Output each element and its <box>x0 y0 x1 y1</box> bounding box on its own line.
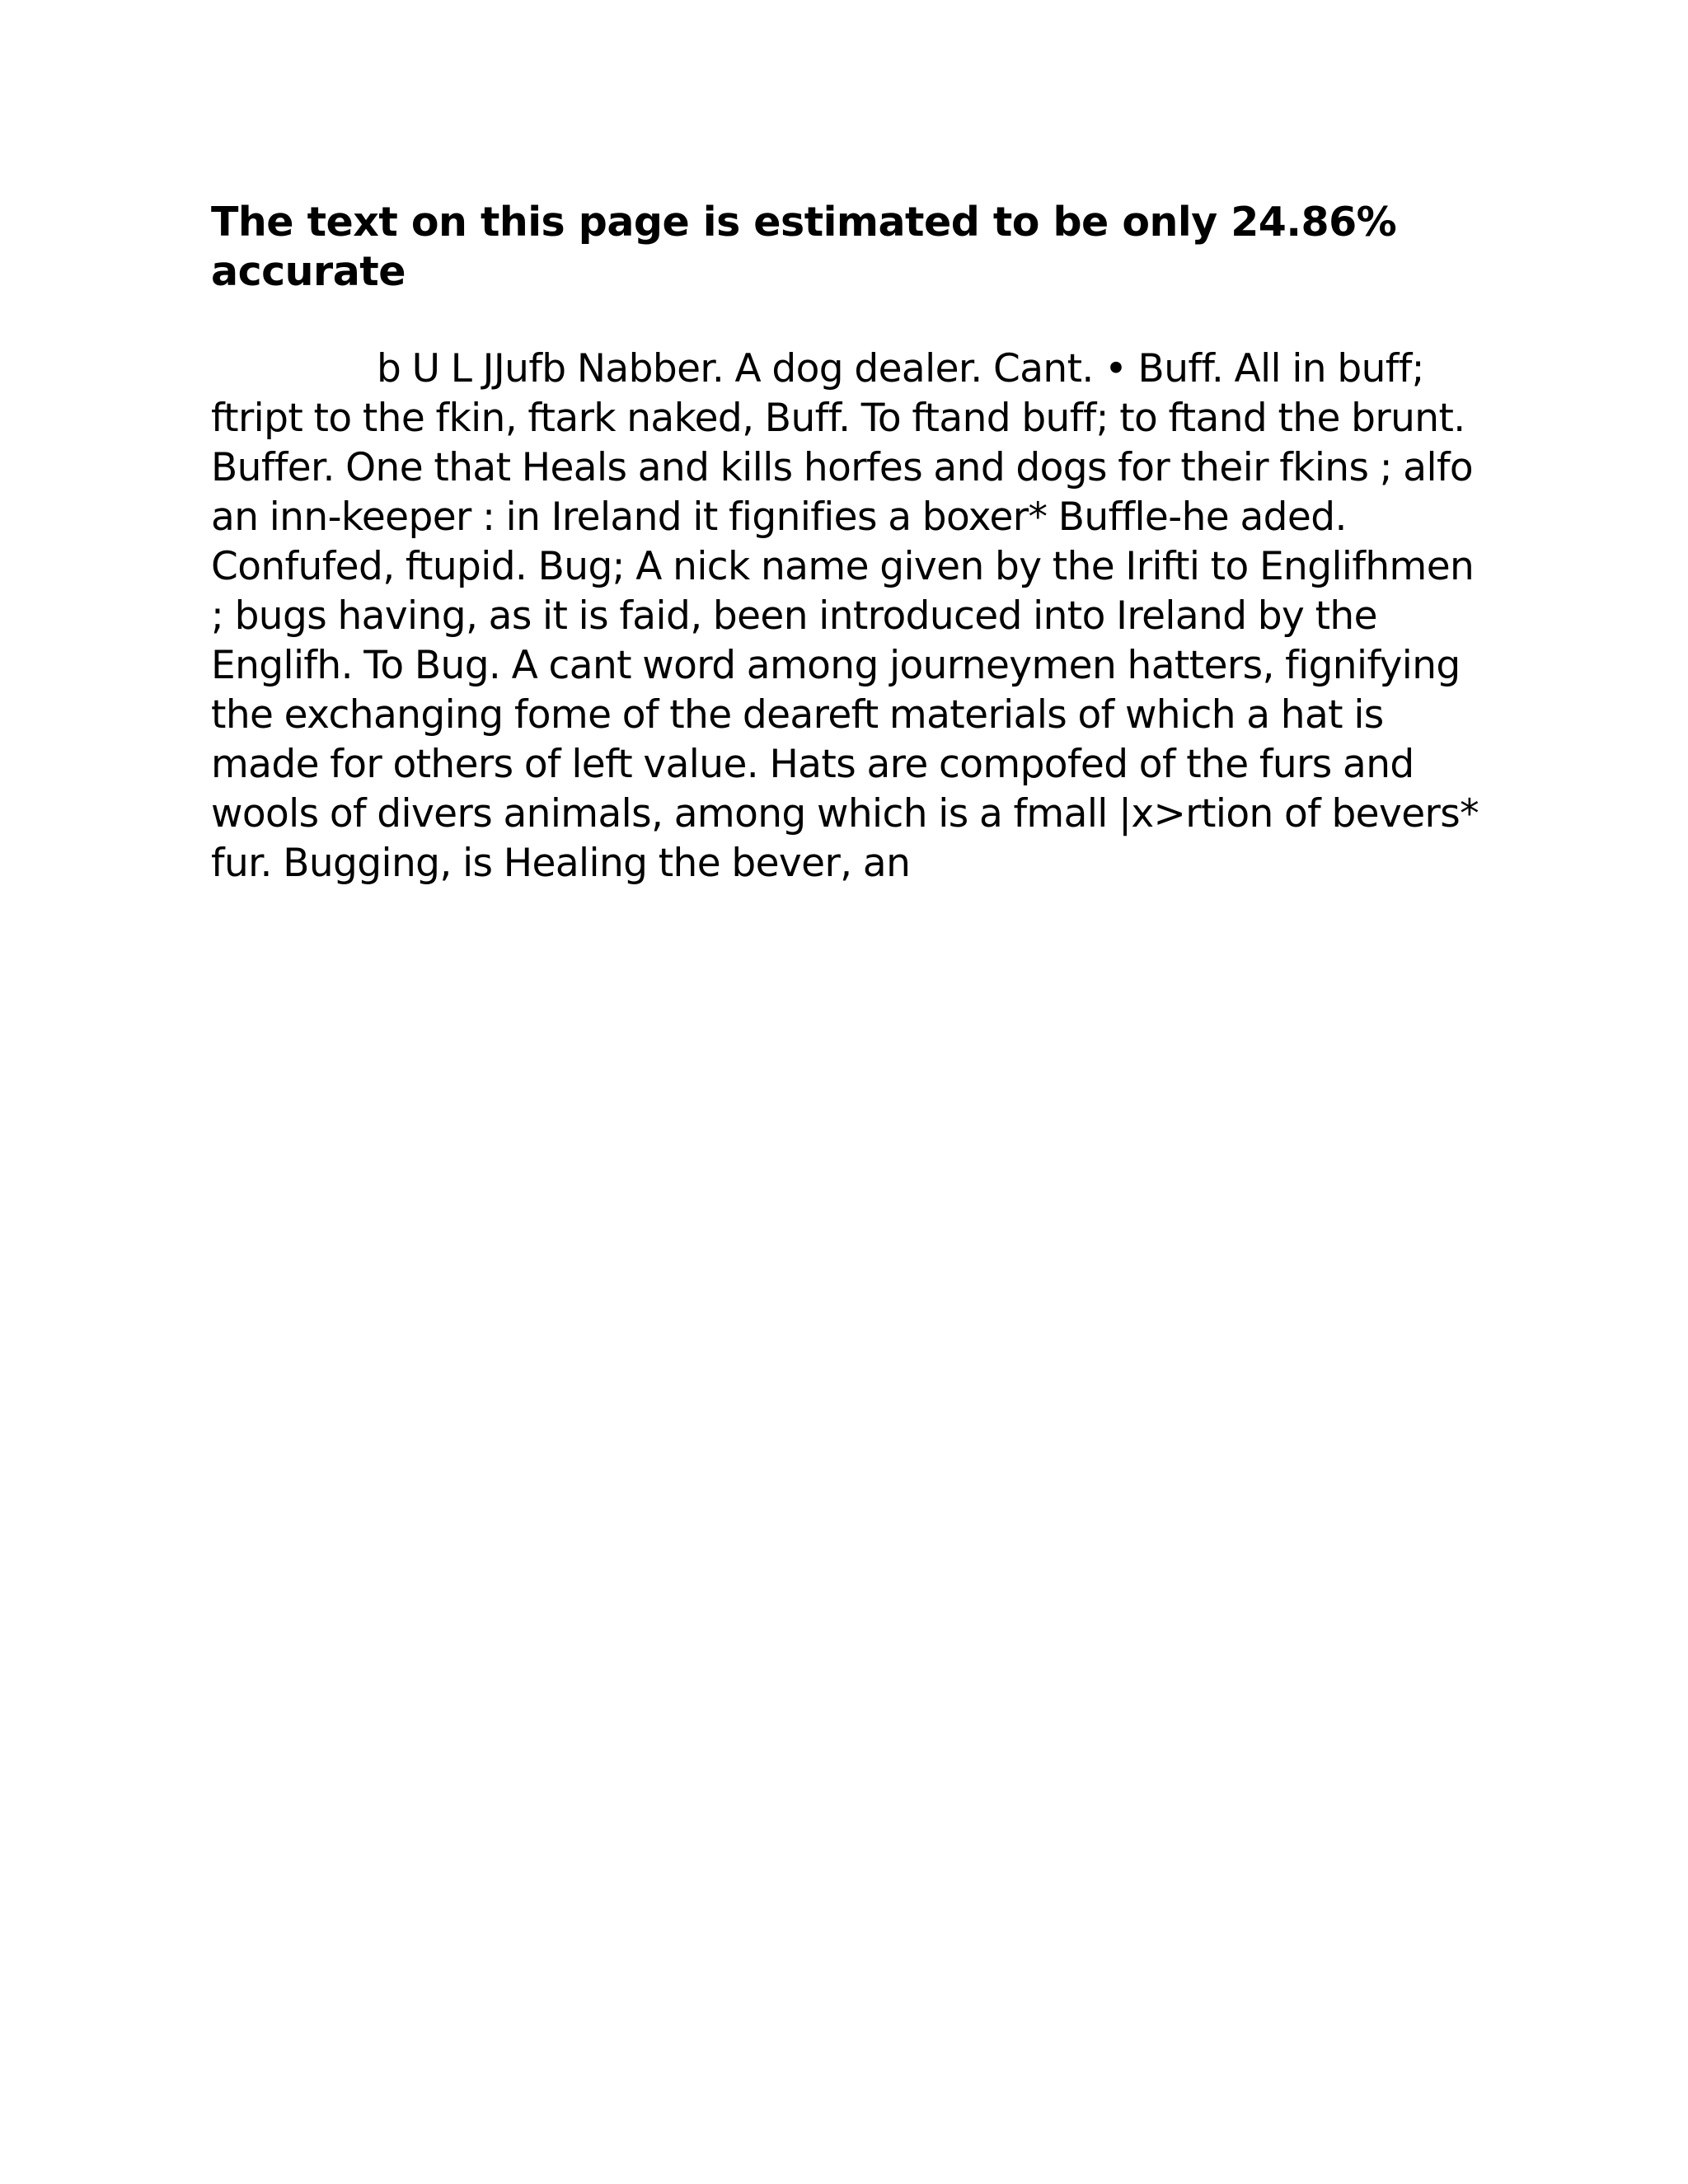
ocr-body-text: b U L JJufb Nabber. A dog dealer. Cant. • Buff. All in buff; ftript to the fkin, ftark naked, Buff. To ftand buff; to ftand the brunt. Buffer. One that Heals and kills horfes and dogs for their fkins ; alfo an inn-keeper : in Ireland it fignifies a boxer* Buffle-he aded. Confufed, ftupid. Bug; A nick name given by the Irifti to Englifhmen ; bugs having, as it is faid, been introduced into Ireland by the Englifh. To Bug. A cant word among journeymen hatters, fignifying the exchanging fome of the deareft materials of which a hat is made for others of left value. Hats are compofed of the furs and wools of divers animals, among which is a fmall |x>rtion of bevers* fur. Bugging, is Healing the bever, an <box>211 346 1479 886</box>
page-content <box>211 198 1480 888</box>
accuracy-heading: The text on this page is estimated to be only 24.86% accurate <box>211 199 1397 295</box>
